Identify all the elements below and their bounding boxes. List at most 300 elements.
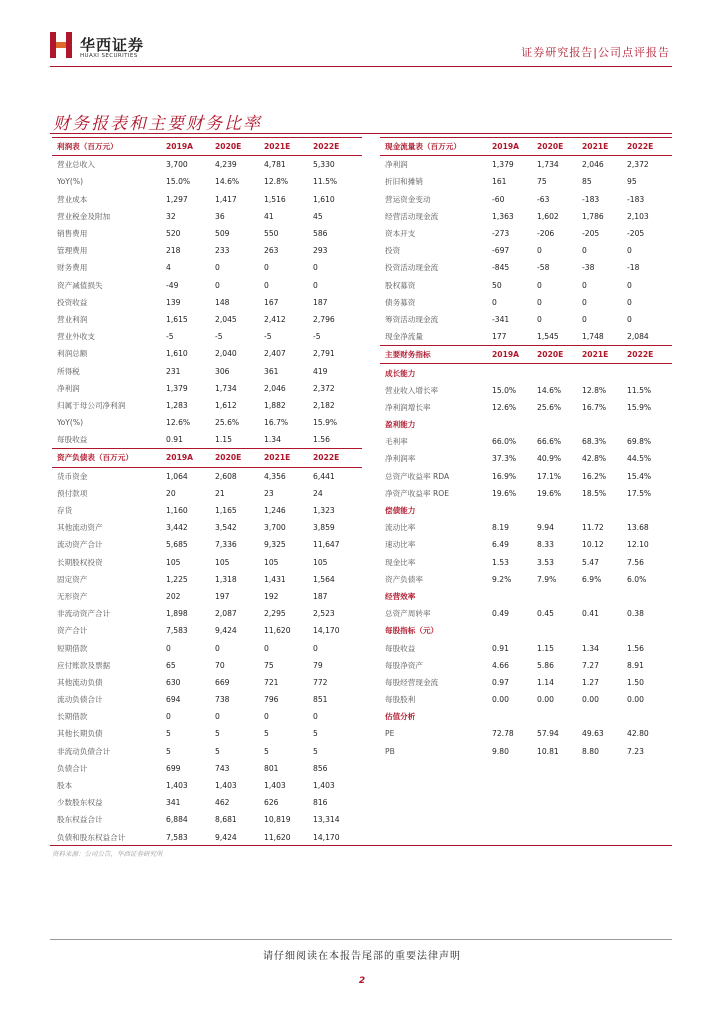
cell-value: 177: [492, 332, 507, 342]
table-row: [380, 225, 672, 242]
table-row: [52, 345, 362, 362]
cell-value: 1,610: [166, 349, 188, 359]
table-row: [380, 311, 672, 328]
cell-value: [537, 588, 582, 605]
cell-value: 0: [582, 297, 587, 307]
cell-value: 72.78: [492, 729, 514, 739]
cell-value: 139: [166, 297, 181, 307]
cell-value: 5: [313, 746, 318, 756]
cell-value: [627, 708, 672, 725]
cell-value: 8.19: [492, 523, 509, 533]
table-row: [380, 242, 672, 259]
cell-value: 0: [537, 246, 542, 256]
cell-value: 3,542: [215, 523, 237, 533]
cell-value: 66.0%: [492, 437, 517, 447]
row-label: 货币资金: [57, 471, 88, 481]
cell-value: 25.6%: [537, 402, 562, 412]
cell-value: 0: [166, 643, 171, 653]
table-row: [52, 639, 362, 656]
cell-value: 10.12: [582, 540, 604, 550]
cell-value: 12.8%: [264, 177, 289, 187]
cell-value: 16.9%: [492, 471, 517, 481]
cell-value: 2020E: [215, 138, 264, 156]
table-row: [380, 743, 672, 760]
cell-value: 5: [215, 729, 220, 739]
table-row: [52, 691, 362, 708]
cell-value: [627, 588, 672, 605]
row-label: 每股收益: [385, 643, 416, 653]
table-row: [380, 725, 672, 742]
cell-value: 0: [215, 712, 220, 722]
cell-value: 1,064: [166, 471, 188, 481]
cell-value: 1,882: [264, 400, 286, 410]
cell-value: 509: [215, 229, 230, 239]
cell-value: 293: [313, 246, 328, 256]
cell-value: 1.15: [537, 643, 554, 653]
row-label: 流动资产合计: [57, 540, 103, 550]
cell-value: 57.94: [537, 729, 559, 739]
cell-value: 15.4%: [627, 471, 652, 481]
cell-value: 4,781: [264, 160, 286, 170]
table-row: [52, 519, 362, 536]
row-label: 资产负债表（百万元）: [52, 449, 166, 467]
row-label: 每股收益: [57, 435, 88, 445]
cell-value: 7,583: [166, 626, 188, 636]
table-row: [52, 571, 362, 588]
row-label: 股权募资: [385, 280, 416, 290]
table-subheader-row: [380, 502, 672, 519]
cell-value: -183: [582, 194, 600, 204]
cell-value: 7,583: [166, 832, 188, 842]
table-row: [380, 554, 672, 571]
cell-value: 12.8%: [582, 385, 607, 395]
cell-value: 2,040: [215, 349, 237, 359]
cell-value: 1,363: [492, 211, 514, 221]
source-note: 资料来源：公司公告，华西证券研究所: [52, 850, 163, 858]
cell-value: 2019A: [492, 138, 537, 156]
cell-value: 2,046: [264, 383, 286, 393]
table-header-row: [380, 138, 672, 156]
cell-value: 2,084: [627, 332, 649, 342]
cell-value: 0.00: [492, 695, 509, 705]
table-row: [52, 156, 362, 174]
row-label: 资产减值损失: [57, 280, 103, 290]
row-label: 总资产周转率: [385, 609, 431, 619]
cell-value: 721: [264, 677, 279, 687]
cell-value: 2020E: [215, 449, 264, 467]
table-row: [380, 691, 672, 708]
cell-value: 25.6%: [215, 418, 240, 428]
cell-value: 202: [166, 591, 181, 601]
row-label: YoY(%): [57, 177, 84, 187]
cell-value: [492, 416, 537, 433]
cell-value: 520: [166, 229, 181, 239]
cell-value: -273: [492, 229, 510, 239]
cell-value: 2,295: [264, 609, 286, 619]
cell-value: 70: [215, 660, 225, 670]
cell-value: 0: [537, 280, 542, 290]
cell-value: 1,379: [166, 383, 188, 393]
cell-value: 0: [537, 297, 542, 307]
cell-value: 16.2%: [582, 471, 607, 481]
cell-value: 738: [215, 695, 230, 705]
table-row: [52, 777, 362, 794]
cell-value: 9,424: [215, 626, 237, 636]
row-label: 投资活动现金流: [385, 263, 439, 273]
cell-value: 6.49: [492, 540, 509, 550]
cell-value: 42.8%: [582, 454, 607, 464]
row-label: 速动比率: [385, 540, 416, 550]
cell-value: 10,819: [264, 815, 291, 825]
cell-value: 231: [166, 366, 181, 376]
cell-value: 0: [215, 643, 220, 653]
row-label: 债务募资: [385, 297, 416, 307]
table-row: [52, 362, 362, 379]
cell-value: 1,160: [166, 506, 188, 516]
huaxi-logo-icon: [50, 32, 72, 58]
cell-value: 1,602: [537, 211, 559, 221]
row-label: 管理费用: [57, 246, 88, 256]
cell-value: 69.8%: [627, 437, 652, 447]
table-row: [380, 294, 672, 311]
cell-value: 1.56: [627, 643, 644, 653]
cell-value: 197: [215, 591, 230, 601]
cell-value: 66.6%: [537, 437, 562, 447]
cell-value: 17.5%: [627, 488, 652, 498]
row-label: 偿债能力: [385, 506, 416, 516]
table-row: [380, 191, 672, 208]
cell-value: 2020E: [537, 346, 582, 364]
cell-value: 801: [264, 763, 279, 773]
cell-value: 105: [264, 557, 279, 567]
row-label: 销售费用: [57, 229, 88, 239]
table-row: [380, 382, 672, 399]
cell-value: 6,441: [313, 471, 335, 481]
cell-value: -60: [492, 194, 505, 204]
cell-value: 0: [627, 314, 632, 324]
cell-value: 10.81: [537, 746, 559, 756]
table-row: [380, 208, 672, 225]
cell-value: 11.72: [582, 523, 604, 533]
cell-value: 9,325: [264, 540, 286, 550]
cell-value: 263: [264, 246, 279, 256]
cell-value: 3,700: [166, 160, 188, 170]
table-row: [52, 760, 362, 777]
cell-value: 21: [215, 488, 225, 498]
cell-value: 9.2%: [492, 574, 512, 584]
cell-value: 3,859: [313, 523, 335, 533]
cell-value: 12.6%: [492, 402, 517, 412]
cell-value: [582, 502, 627, 519]
row-label: 流动负债合计: [57, 695, 103, 705]
cell-value: -38: [582, 263, 595, 273]
cell-value: [627, 364, 672, 382]
cell-value: 17.1%: [537, 471, 562, 481]
cell-value: 0.00: [582, 695, 599, 705]
row-label: 投资收益: [57, 297, 88, 307]
cell-value: 2022E: [627, 346, 672, 364]
cell-value: 1.34: [582, 643, 599, 653]
row-label: 折旧和摊销: [385, 177, 423, 187]
table-subheader-row: [380, 364, 672, 382]
table-row: [52, 467, 362, 485]
row-label: 营业收入增长率: [385, 385, 439, 395]
table-row: [52, 294, 362, 311]
cell-value: -341: [492, 314, 510, 324]
row-label: 现金净流量: [385, 332, 423, 342]
row-label: 净利润增长率: [385, 402, 431, 412]
row-label: 营业总收入: [57, 160, 95, 170]
cell-value: 0: [215, 263, 220, 273]
cell-value: 0: [264, 280, 269, 290]
cell-value: 2,182: [313, 400, 335, 410]
row-label: 资本开支: [385, 229, 416, 239]
table-row: [52, 743, 362, 760]
cell-value: 5: [166, 746, 171, 756]
cell-value: 669: [215, 677, 230, 687]
cell-value: 20: [166, 488, 176, 498]
cell-value: 0: [537, 314, 542, 324]
table-header-row: [52, 138, 362, 156]
cell-value: 816: [313, 798, 328, 808]
cell-value: 0: [582, 246, 587, 256]
cell-value: [627, 416, 672, 433]
cell-value: 1,748: [582, 332, 604, 342]
cell-value: 1,403: [166, 781, 188, 791]
cell-value: 0: [264, 263, 269, 273]
cell-value: 18.5%: [582, 488, 607, 498]
cell-value: 5,685: [166, 540, 188, 550]
row-label: 其他长期负债: [57, 729, 103, 739]
cell-value: 1,615: [166, 314, 188, 324]
cell-value: 7.23: [627, 746, 644, 756]
cell-value: -206: [537, 229, 555, 239]
cell-value: 1,417: [215, 194, 237, 204]
row-label: 经营活动现金流: [385, 211, 439, 221]
table-row: [52, 208, 362, 225]
cell-value: 105: [215, 557, 230, 567]
cell-value: 11,620: [264, 832, 291, 842]
cell-value: 5,330: [313, 160, 335, 170]
row-label: 短期借款: [57, 643, 88, 653]
row-label: 每股净资产: [385, 660, 423, 670]
row-label: 毛利率: [385, 437, 408, 447]
row-label: 净利润率: [385, 454, 416, 464]
cell-value: 15.9%: [313, 418, 338, 428]
footer-divider: [50, 939, 672, 940]
cell-value: 2022E: [313, 449, 362, 467]
table-row: [380, 571, 672, 588]
cell-value: 1,403: [264, 781, 286, 791]
cell-value: 9.80: [492, 746, 509, 756]
cell-value: 14.6%: [537, 385, 562, 395]
cell-value: 0: [264, 712, 269, 722]
cell-value: -205: [627, 229, 645, 239]
cell-value: 9,424: [215, 832, 237, 842]
cell-value: 0: [313, 643, 318, 653]
table-row: [52, 605, 362, 622]
table-row: [52, 708, 362, 725]
table-row: [380, 468, 672, 485]
cell-value: 2,523: [313, 609, 335, 619]
row-label: 筹资活动现金流: [385, 314, 439, 324]
cell-value: 1.50: [627, 677, 644, 687]
table-row: [52, 811, 362, 828]
cell-value: 0.00: [627, 695, 644, 705]
cell-value: 0.45: [537, 609, 554, 619]
cell-value: 68.3%: [582, 437, 607, 447]
cell-value: 2019A: [166, 138, 215, 156]
cell-value: 15.0%: [166, 177, 191, 187]
cell-value: 24: [313, 488, 323, 498]
cell-value: 95: [627, 177, 637, 187]
cell-value: 5: [264, 729, 269, 739]
cell-value: 341: [166, 798, 181, 808]
cell-value: 11.5%: [313, 177, 338, 187]
cell-value: 2,103: [627, 211, 649, 221]
row-label: 无形资产: [57, 591, 88, 601]
cell-value: 161: [492, 177, 507, 187]
cell-value: 233: [215, 246, 230, 256]
cell-value: 85: [582, 177, 592, 187]
row-label: 资产合计: [57, 626, 88, 636]
cell-value: 0: [492, 297, 497, 307]
cell-value: 4.66: [492, 660, 509, 670]
cell-value: 65: [166, 660, 176, 670]
header-divider: [50, 66, 672, 67]
row-label: 投资: [385, 246, 401, 256]
row-label: 总资产收益率 RDA: [385, 471, 450, 481]
cell-value: -205: [582, 229, 600, 239]
table-row: [380, 674, 672, 691]
cell-value: 14,170: [313, 626, 340, 636]
row-label: 其他流动负债: [57, 677, 103, 687]
row-label: 股东权益合计: [57, 815, 103, 825]
cell-value: 4,356: [264, 471, 286, 481]
cell-value: 1,225: [166, 574, 188, 584]
cell-value: [537, 502, 582, 519]
cell-value: 1.53: [492, 557, 509, 567]
row-label: 少数股东权益: [57, 798, 103, 808]
cell-value: 11,647: [313, 540, 340, 550]
table-row: [52, 536, 362, 553]
cell-value: 14.6%: [215, 177, 240, 187]
cell-value: 2022E: [313, 138, 362, 156]
table-row: [52, 502, 362, 519]
row-label: 净资产收益率 ROE: [385, 488, 450, 498]
row-label: 营业利润: [57, 314, 88, 324]
cell-value: 2020E: [537, 138, 582, 156]
cell-value: 44.5%: [627, 454, 652, 464]
row-label: 归属于母公司净利润: [57, 400, 126, 410]
cell-value: 1.27: [582, 677, 599, 687]
cell-value: 1,165: [215, 506, 237, 516]
cell-value: 15.9%: [627, 402, 652, 412]
cell-value: 1.15: [215, 435, 232, 445]
footer-disclaimer: 请仔细阅读在本报告尾部的重要法律声明: [263, 951, 461, 962]
cell-value: 0: [582, 280, 587, 290]
cell-value: 796: [264, 695, 279, 705]
cell-value: 5: [313, 729, 318, 739]
cell-value: 14,170: [313, 832, 340, 842]
cell-value: [492, 708, 537, 725]
row-label: 每股经营现金流: [385, 677, 439, 687]
cell-value: 11,620: [264, 626, 291, 636]
cell-value: 2,791: [313, 349, 335, 359]
row-label: 非流动资产合计: [57, 609, 111, 619]
row-label: 经营效率: [385, 591, 416, 601]
cell-value: 19.6%: [492, 488, 517, 498]
cell-value: [627, 502, 672, 519]
cell-value: [537, 622, 582, 639]
cell-value: [537, 416, 582, 433]
table-row: [52, 431, 362, 449]
cell-value: 2,796: [313, 314, 335, 324]
table-header-row: [380, 346, 672, 364]
cell-value: 5: [215, 746, 220, 756]
cell-value: 1,403: [215, 781, 237, 791]
row-label: 营业外收支: [57, 332, 95, 342]
cell-value: 1,516: [264, 194, 286, 204]
cell-value: 0: [264, 643, 269, 653]
cell-value: -5: [313, 332, 321, 342]
row-label: 净利润: [57, 383, 80, 393]
cell-value: [582, 416, 627, 433]
cell-value: 45: [313, 211, 323, 221]
cell-value: [492, 622, 537, 639]
cell-value: 2021E: [582, 346, 627, 364]
cell-value: 856: [313, 763, 328, 773]
cell-value: 9.94: [537, 523, 554, 533]
table-row: [52, 657, 362, 674]
cell-value: 0.00: [537, 695, 554, 705]
page-number: 2: [358, 976, 366, 986]
cell-value: 105: [166, 557, 181, 567]
cell-value: 0: [166, 712, 171, 722]
cell-value: 7.9%: [537, 574, 557, 584]
cell-value: 5.86: [537, 660, 554, 670]
table-subheader-row: [380, 588, 672, 605]
row-label: 营业税金及附加: [57, 211, 111, 221]
cell-value: 4,239: [215, 160, 237, 170]
cell-value: [492, 502, 537, 519]
cell-value: 37.3%: [492, 454, 517, 464]
cell-value: 13.68: [627, 523, 649, 533]
table-subheader-row: [380, 622, 672, 639]
cell-value: 2019A: [492, 346, 537, 364]
cell-value: [537, 364, 582, 382]
table-row: [52, 191, 362, 208]
source-divider: [50, 845, 672, 846]
cell-value: 148: [215, 297, 230, 307]
row-label: 流动比率: [385, 523, 416, 533]
cell-value: 1,323: [313, 506, 335, 516]
cell-value: 2,046: [582, 160, 604, 170]
cell-value: 1.56: [313, 435, 330, 445]
cell-value: 0.41: [582, 609, 599, 619]
cell-value: 75: [264, 660, 274, 670]
cell-value: 0: [627, 280, 632, 290]
cell-value: 694: [166, 695, 181, 705]
cell-value: 105: [313, 557, 328, 567]
table-row: [380, 536, 672, 553]
cell-value: 32: [166, 211, 176, 221]
cell-value: 1,318: [215, 574, 237, 584]
cell-value: 5.47: [582, 557, 599, 567]
table-row: [52, 328, 362, 345]
cell-value: [582, 622, 627, 639]
row-label: 负债和股东权益合计: [57, 832, 126, 842]
